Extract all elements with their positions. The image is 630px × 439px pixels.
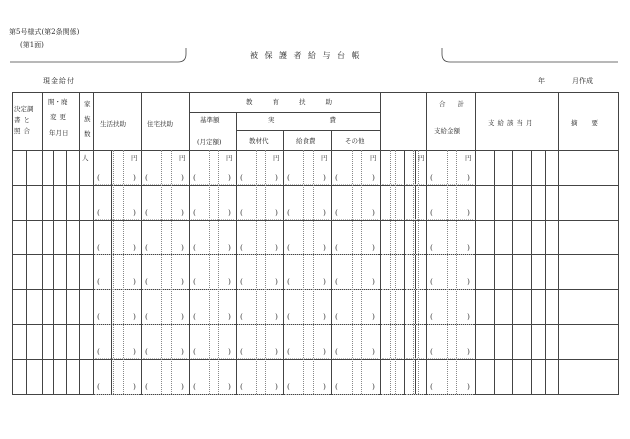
column-separator-kyozaidai [283,130,284,394]
row-mid-guide [333,394,378,395]
table-right-border [618,92,619,395]
row-mid-guide [191,358,234,359]
paren-open: ( [193,382,196,391]
column-separator [380,92,381,394]
column-separator [141,92,142,394]
paren-open: ( [287,243,290,252]
paren-close: ) [228,243,231,252]
paren-open: ( [145,347,148,356]
paren-close: ) [372,173,375,182]
paren-open: ( [240,347,243,356]
row-mid-guide [285,219,329,220]
column-separator [426,92,427,394]
paren-close: ) [228,173,231,182]
paren-close: ) [228,312,231,321]
jippi-underline [236,130,380,131]
paren-close: ) [181,173,184,182]
unit-person: 人 [82,154,89,162]
row-mid-guide [238,219,281,220]
paren-close: ) [133,277,136,286]
paren-close: ) [323,243,326,252]
date-month-created: 月作成 [572,77,593,85]
row-mid-guide [285,289,329,290]
header-kazoku-2: 族 [84,115,91,123]
paren-close: ) [275,173,278,182]
date-year: 年 [538,77,545,85]
header-sonota: その他 [345,137,365,145]
kyoiku-title-underline [189,112,380,113]
paren-close: ) [372,312,375,321]
paren-open: ( [240,277,243,286]
paren-open: ( [335,312,338,321]
row-mid-guide [333,254,378,255]
paren-close: ) [275,277,278,286]
unit-yen: 円 [370,154,377,162]
row-mid-guide [406,254,424,255]
row-mid-guide [382,184,402,185]
paren-open: ( [430,347,433,356]
paren-open: ( [145,277,148,286]
header-kaihai-2: 変更 [50,113,69,121]
row-mid-guide [382,219,402,220]
row-mid-guide [428,324,473,325]
paren-close: ) [323,382,326,391]
paren-open: ( [430,173,433,182]
row-mid-guide [382,289,402,290]
row-mid-guide [382,394,402,395]
cell-divider [404,150,405,394]
column-separator-kyushokuhi [331,130,332,394]
paren-close: ) [133,173,136,182]
paren-open: ( [97,208,100,217]
row-mid-guide [143,219,187,220]
row-mid-guide [382,358,402,359]
paren-close: ) [323,312,326,321]
paren-open: ( [335,243,338,252]
row-mid-guide [406,219,424,220]
paren-close: ) [467,243,470,252]
header-getsuteigaku: (月定額) [197,138,222,146]
paren-close: ) [181,382,184,391]
unit-yen: 円 [321,154,328,162]
paren-close: ) [133,382,136,391]
paren-close: ) [133,312,136,321]
row-mid-guide [285,358,329,359]
paren-open: ( [430,382,433,391]
paren-close: ) [275,382,278,391]
row-mid-guide [285,184,329,185]
cell-divider [26,150,27,394]
payment-type: 現金給付 [43,77,75,85]
paren-close: ) [323,347,326,356]
header-seikatsu: 生活扶助 [100,120,126,128]
row-mid-guide [238,254,281,255]
paren-open: ( [430,312,433,321]
row-mid-guide [238,184,281,185]
cell-divider [531,150,532,394]
paren-open: ( [287,382,290,391]
unit-yen: 円 [179,154,186,162]
paren-open: ( [240,173,243,182]
row-mid-guide [333,358,378,359]
row-mid-guide [238,394,281,395]
paren-close: ) [323,277,326,286]
paren-close: ) [181,243,184,252]
unit-yen: 円 [465,154,472,162]
page-label: (第1面) [20,41,44,49]
header-kyushokuhi: 給食費 [296,137,316,145]
column-separator-kijungaku [236,112,237,394]
row-mid-guide [143,358,187,359]
row-separator [12,185,618,186]
header-kaihai-3: 年月日 [49,129,69,137]
paren-open: ( [430,243,433,252]
header-jutaku: 住宅扶助 [147,120,173,128]
paren-close: ) [275,347,278,356]
ledger-title: 被保護者給与台帳 [250,51,366,60]
table-top-border [12,92,618,93]
header-kyozaidai: 教材代 [249,137,269,145]
row-mid-guide [428,184,473,185]
paren-open: ( [193,347,196,356]
paren-open: ( [240,382,243,391]
paren-close: ) [372,347,375,356]
paren-close: ) [133,347,136,356]
paren-close: ) [181,277,184,286]
row-mid-guide [143,289,187,290]
paren-close: ) [228,208,231,217]
header-shikyu-month: 支給該当月 [488,119,536,127]
paren-close: ) [372,208,375,217]
row-mid-guide [333,184,378,185]
paren-close: ) [323,208,326,217]
column-separator [42,92,43,394]
row-mid-guide [238,324,281,325]
unit-yen: 円 [418,154,425,162]
paren-close: ) [467,382,470,391]
row-mid-guide [95,394,139,395]
paren-open: ( [145,173,148,182]
row-mid-guide [428,289,473,290]
header-jippi: 実費 [268,116,391,124]
row-mid-guide [406,324,424,325]
cell-divider [494,150,495,394]
paren-open: ( [240,312,243,321]
row-mid-guide [95,219,139,220]
row-mid-guide [95,358,139,359]
paren-open: ( [287,173,290,182]
header-kazoku-3: 数 [84,130,91,138]
row-mid-guide [428,219,473,220]
row-mid-guide [191,289,234,290]
row-mid-guide [238,358,281,359]
paren-open: ( [193,312,196,321]
paren-close: ) [467,347,470,356]
paren-open: ( [287,347,290,356]
paren-close: ) [275,208,278,217]
cell-divider [53,150,54,394]
row-mid-guide [143,324,187,325]
row-mid-guide [428,394,473,395]
paren-close: ) [467,208,470,217]
header-kyoiku: 教育扶助 [246,98,352,106]
row-mid-guide [95,254,139,255]
row-mid-guide [143,184,187,185]
unit-yen: 円 [273,154,280,162]
paren-close: ) [372,382,375,391]
header-curves [0,0,630,80]
row-mid-guide [406,358,424,359]
row-mid-guide [191,184,234,185]
row-mid-guide [191,324,234,325]
paren-close: ) [275,243,278,252]
header-shikyu-kingaku: 支給金額 [434,127,460,135]
row-mid-guide [382,324,402,325]
paren-open: ( [97,347,100,356]
paren-open: ( [287,208,290,217]
paren-close: ) [133,243,136,252]
paren-close: ) [372,277,375,286]
paren-close: ) [372,243,375,252]
header-kazoku-1: 家 [84,100,91,108]
table-left-border [12,92,13,395]
form-number: 第5号様式(第2条関係) [9,28,80,36]
row-mid-guide [285,394,329,395]
paren-close: ) [181,347,184,356]
paren-open: ( [430,277,433,286]
cell-divider [545,150,546,394]
row-mid-guide [406,289,424,290]
paren-open: ( [145,243,148,252]
paren-close: ) [467,312,470,321]
paren-open: ( [193,173,196,182]
paren-close: ) [228,347,231,356]
row-mid-guide [191,254,234,255]
paren-open: ( [97,382,100,391]
column-separator [189,92,190,394]
row-mid-guide [333,219,378,220]
paren-open: ( [97,312,100,321]
row-mid-guide [143,254,187,255]
row-mid-guide [428,358,473,359]
paren-close: ) [467,173,470,182]
row-mid-guide [285,324,329,325]
paren-close: ) [228,382,231,391]
row-mid-guide [191,219,234,220]
header-kettei-3: 照合 [14,127,33,135]
row-mid-guide [333,324,378,325]
cell-divider [66,150,67,394]
paren-open: ( [240,208,243,217]
row-mid-guide [382,254,402,255]
row-separator [12,220,618,221]
paren-close: ) [323,173,326,182]
row-mid-guide [285,254,329,255]
row-separator [12,359,618,360]
column-separator [79,92,80,394]
paren-open: ( [240,243,243,252]
row-mid-guide [95,324,139,325]
paren-open: ( [287,277,290,286]
paren-open: ( [145,208,148,217]
header-kettei-2: 書と [14,116,33,124]
paren-close: ) [467,277,470,286]
paren-open: ( [193,208,196,217]
row-mid-guide [428,254,473,255]
header-kettei-1: 決定調 [14,105,34,113]
paren-close: ) [228,277,231,286]
paren-open: ( [97,243,100,252]
paren-close: ) [275,312,278,321]
row-mid-guide [238,289,281,290]
paren-close: ) [133,208,136,217]
paren-open: ( [335,277,338,286]
paren-open: ( [97,173,100,182]
paren-open: ( [335,173,338,182]
paren-open: ( [97,277,100,286]
paren-open: ( [193,243,196,252]
paren-open: ( [430,208,433,217]
header-tekiyo: 摘要 [571,119,612,127]
row-mid-guide [191,394,234,395]
paren-open: ( [335,347,338,356]
row-mid-guide [143,394,187,395]
paren-open: ( [335,208,338,217]
row-mid-guide [406,394,424,395]
paren-open: ( [145,382,148,391]
row-mid-guide [95,289,139,290]
unit-yen: 円 [131,154,138,162]
row-mid-guide [333,289,378,290]
paren-open: ( [145,312,148,321]
paren-open: ( [193,277,196,286]
header-gokei: 合計 [439,100,476,108]
column-separator [558,92,559,394]
paren-close: ) [181,208,184,217]
paren-open: ( [287,312,290,321]
header-kijungaku: 基準額 [200,116,220,124]
column-separator [93,92,94,394]
row-mid-guide [95,184,139,185]
paren-open: ( [335,382,338,391]
row-mid-guide [406,184,424,185]
unit-yen: 円 [226,154,233,162]
cell-divider [512,150,513,394]
header-bottom-border [12,150,618,151]
header-kaihai-1: 開・廃 [48,98,68,106]
paren-close: ) [181,312,184,321]
column-separator [475,92,476,394]
